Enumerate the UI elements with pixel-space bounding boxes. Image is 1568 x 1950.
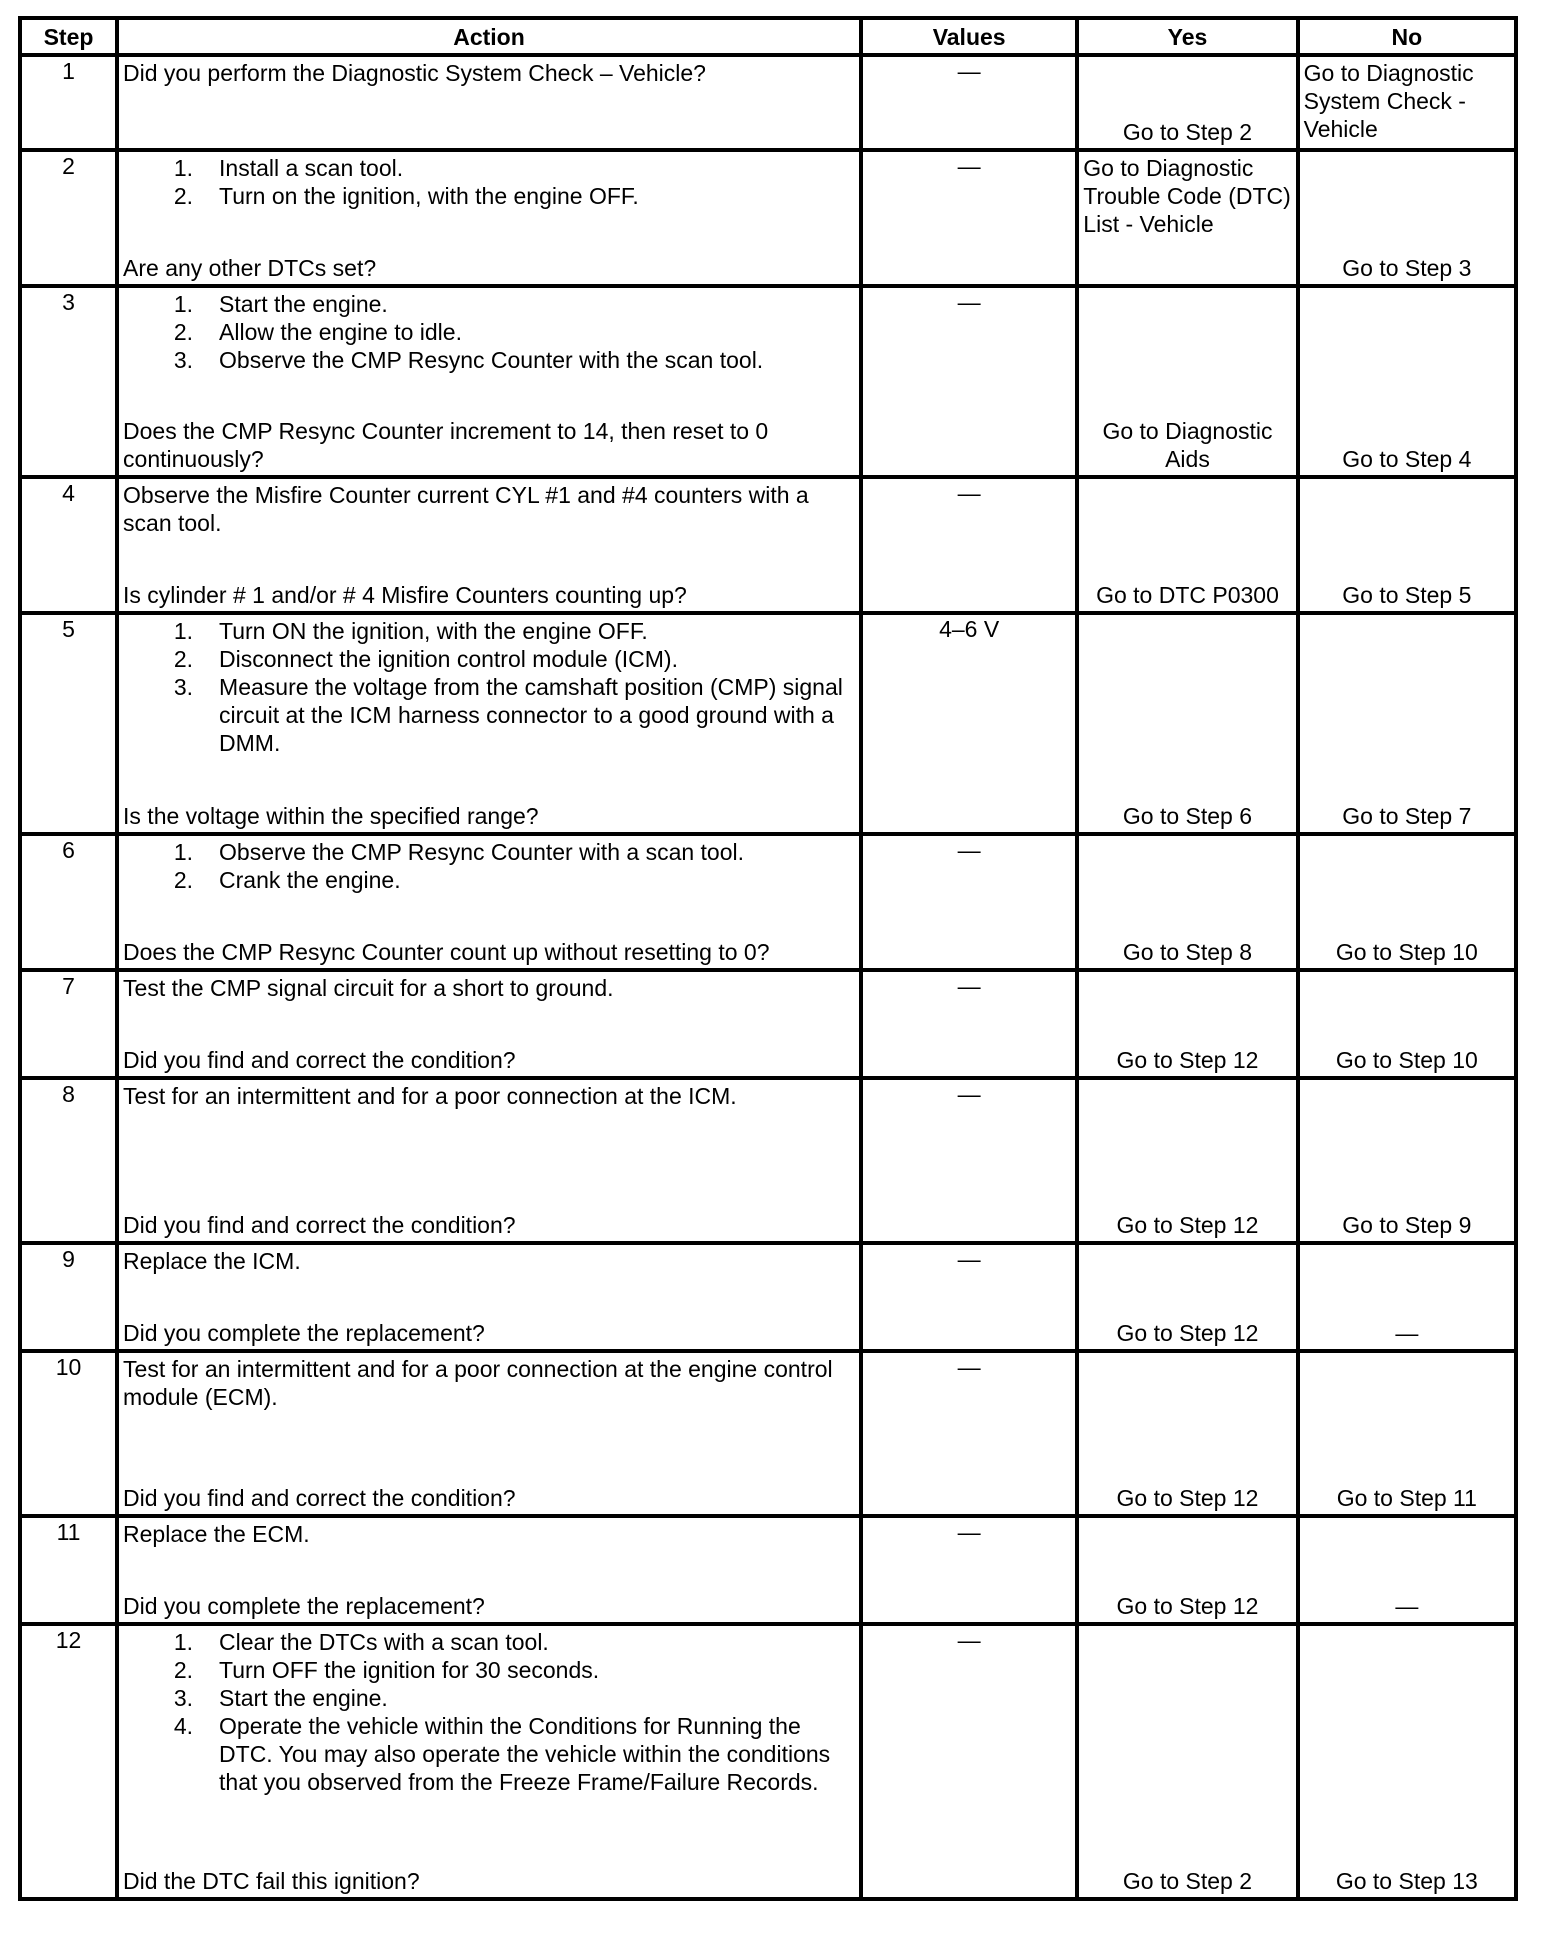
list-item-number: 2. (173, 867, 194, 893)
values-cell: — (861, 1351, 1077, 1516)
no-outcome: Go to Step 3 (1342, 255, 1472, 281)
table-row (20, 477, 1516, 613)
diagnostic-table (18, 16, 1518, 1901)
no-cell (1298, 286, 1516, 477)
action-question: Did you perform the Diagnostic System Check – Vehicle? (123, 60, 706, 86)
yes-cell (1077, 477, 1297, 613)
list-item (123, 617, 853, 645)
list-item-text: Observe the CMP Resync Counter with the scan tool. (219, 347, 764, 373)
action-cell (117, 1078, 861, 1243)
values-cell: — (861, 150, 1077, 286)
no-cell (1298, 477, 1516, 613)
no-outcome: Go to Step 11 (1336, 1485, 1477, 1511)
no-cell (1298, 1243, 1516, 1351)
action-question: Did you find and correct the condition? (123, 1485, 516, 1511)
no-cell (1298, 1351, 1516, 1516)
values-cell: — (861, 286, 1077, 477)
action-intro: Test for an intermittent and for a poor connection at the ICM. (123, 1083, 737, 1109)
list-item-text: Start the engine. (219, 1685, 388, 1711)
values-cell: — (861, 1078, 1077, 1243)
step-number: 6 (20, 834, 117, 970)
list-item-text: Turn ON the ignition, with the engine OFF. (219, 618, 648, 644)
action-question: Does the CMP Resync Counter increment to 14, then reset to 0 continuously? (123, 418, 769, 472)
step-number: 2 (20, 150, 117, 286)
action-cell (117, 1351, 861, 1516)
yes-cell (1077, 55, 1297, 150)
action-instructions (123, 481, 853, 537)
list-item-text: Clear the DTCs with a scan tool. (219, 1629, 549, 1655)
step-number: 12 (20, 1624, 117, 1899)
action-list (123, 838, 853, 894)
list-item-number: 2. (173, 646, 194, 672)
action-instructions (123, 617, 853, 757)
action-instructions (123, 1628, 853, 1796)
table-row (20, 970, 1516, 1078)
no-outcome: Go to Step 9 (1342, 1212, 1472, 1238)
list-item-number: 3. (173, 1685, 194, 1711)
step-number: 3 (20, 286, 117, 477)
action-instructions (123, 1247, 853, 1275)
list-item-number: 2. (173, 183, 194, 209)
list-item (123, 645, 853, 673)
list-item (123, 154, 853, 182)
list-item (123, 1712, 853, 1796)
yes-outcome: Go to Diagnostic Trouble Code (DTC) List - Vehicle (1083, 155, 1291, 237)
no-cell (1298, 55, 1516, 150)
list-item (123, 866, 853, 894)
yes-outcome: Go to Step 6 (1122, 803, 1253, 829)
no-outcome: Go to Step 5 (1342, 582, 1472, 608)
no-outcome: Go to Step 7 (1342, 803, 1472, 829)
list-item-number: 4. (173, 1713, 194, 1739)
list-item-text: Observe the CMP Resync Counter with a scan tool. (219, 839, 745, 865)
list-item (123, 1628, 853, 1656)
action-cell (117, 613, 861, 834)
values-cell: — (861, 477, 1077, 613)
yes-outcome: Go to Step 12 (1116, 1485, 1259, 1511)
action-cell (117, 834, 861, 970)
action-list (123, 290, 853, 374)
list-item (123, 318, 853, 346)
list-item-number: 2. (173, 319, 194, 345)
action-intro: Replace the ICM. (123, 1248, 301, 1274)
table-row (20, 1351, 1516, 1516)
action-instructions (123, 154, 853, 210)
action-question: Is the voltage within the specified range? (123, 803, 539, 829)
action-intro: Test for an intermittent and for a poor connection at the engine control module (ECM). (123, 1356, 833, 1410)
step-number: 9 (20, 1243, 117, 1351)
list-item-text: Operate the vehicle within the Conditions for Running the DTC. You may also operate the vehicle within the conditions that you observed from the Freeze Frame/Failure Records. (219, 1713, 831, 1795)
action-question: Did you find and correct the condition? (123, 1212, 516, 1238)
yes-outcome: Go to Step 12 (1116, 1212, 1259, 1238)
action-list (123, 617, 853, 757)
no-cell (1298, 150, 1516, 286)
values-cell: — (861, 55, 1077, 150)
action-list (123, 154, 853, 210)
action-question: Is cylinder # 1 and/or # 4 Misfire Counters counting up? (123, 582, 687, 608)
list-item (123, 182, 853, 210)
yes-outcome: Go to Step 12 (1116, 1593, 1259, 1619)
no-cell (1298, 613, 1516, 834)
list-item-text: Disconnect the ignition control module (ICM). (219, 646, 678, 672)
step-number: 11 (20, 1516, 117, 1624)
action-cell (117, 150, 861, 286)
list-item (123, 673, 853, 757)
yes-cell (1077, 970, 1297, 1078)
list-item (123, 290, 853, 318)
values-cell: — (861, 1516, 1077, 1624)
step-number: 5 (20, 613, 117, 834)
action-instructions (123, 1355, 853, 1411)
action-cell (117, 1624, 861, 1899)
yes-cell (1077, 1243, 1297, 1351)
yes-cell (1077, 834, 1297, 970)
list-item-number: 1. (173, 1629, 194, 1655)
list-item-number: 1. (173, 291, 194, 317)
action-question: Did the DTC fail this ignition? (123, 1868, 420, 1894)
action-cell (117, 1243, 861, 1351)
action-intro: Replace the ECM. (123, 1521, 310, 1547)
list-item (123, 1684, 853, 1712)
action-question: Does the CMP Resync Counter count up without resetting to 0? (123, 939, 770, 965)
no-cell (1298, 834, 1516, 970)
no-cell (1298, 1516, 1516, 1624)
no-outcome: Go to Step 10 (1335, 1047, 1478, 1073)
list-item (123, 838, 853, 866)
action-question: Did you find and correct the condition? (123, 1047, 516, 1073)
yes-cell (1077, 1078, 1297, 1243)
list-item-text: Crank the engine. (219, 867, 401, 893)
list-item-text: Measure the voltage from the camshaft position (CMP) signal circuit at the ICM harness connector to a good ground with a DMM. (219, 674, 843, 756)
yes-outcome: Go to Step 8 (1122, 939, 1253, 965)
header-row (20, 18, 1516, 55)
values-cell: — (861, 1243, 1077, 1351)
no-cell (1298, 970, 1516, 1078)
table-row (20, 1624, 1516, 1899)
list-item-number: 1. (173, 155, 194, 181)
action-instructions (123, 974, 853, 1002)
header-yes: Yes (1077, 18, 1297, 55)
table-row (20, 55, 1516, 150)
action-instructions (123, 1520, 853, 1548)
list-item-text: Start the engine. (219, 291, 388, 317)
action-cell (117, 55, 861, 150)
header-no: No (1298, 18, 1516, 55)
step-number: 4 (20, 477, 117, 613)
header-action: Action (117, 18, 861, 55)
list-item-number: 3. (173, 347, 194, 373)
list-item-number: 1. (173, 839, 194, 865)
action-cell (117, 477, 861, 613)
step-number: 10 (20, 1351, 117, 1516)
values-cell: — (861, 1624, 1077, 1899)
yes-outcome: Go to Step 12 (1116, 1320, 1259, 1346)
table-body (20, 55, 1516, 1899)
table-row (20, 150, 1516, 286)
table-row (20, 1078, 1516, 1243)
action-cell (117, 286, 861, 477)
no-outcome: Go to Step 4 (1342, 446, 1472, 472)
no-outcome: Go to Step 13 (1335, 1868, 1478, 1894)
no-outcome: — (1395, 1593, 1419, 1619)
table-row (20, 613, 1516, 834)
yes-cell (1077, 1624, 1297, 1899)
list-item-text: Allow the engine to idle. (219, 319, 462, 345)
header-step: Step (20, 18, 117, 55)
table-row (20, 1243, 1516, 1351)
list-item-number: 1. (173, 618, 194, 644)
action-question: Did you complete the replacement? (123, 1320, 485, 1346)
yes-outcome: Go to Diagnostic Aids (1102, 418, 1273, 472)
table-row (20, 834, 1516, 970)
values-cell: — (861, 970, 1077, 1078)
yes-cell (1077, 150, 1297, 286)
yes-cell (1077, 613, 1297, 834)
action-instructions (123, 838, 853, 894)
action-instructions (123, 290, 853, 374)
step-number: 7 (20, 970, 117, 1078)
action-cell (117, 970, 861, 1078)
list-item-text: Turn on the ignition, with the engine OFF. (219, 183, 639, 209)
list-item-text: Turn OFF the ignition for 30 seconds. (219, 1657, 600, 1683)
values-cell: 4–6 V (861, 613, 1077, 834)
list-item-text: Install a scan tool. (219, 155, 404, 181)
no-outcome: Go to Step 10 (1335, 939, 1478, 965)
yes-outcome: Go to Step 2 (1122, 119, 1253, 145)
action-question: Are any other DTCs set? (123, 255, 377, 281)
list-item (123, 1656, 853, 1684)
list-item-number: 3. (173, 674, 194, 700)
action-cell (117, 1516, 861, 1624)
list-item (123, 346, 853, 374)
action-question: Did you complete the replacement? (123, 1593, 485, 1619)
action-intro: Observe the Misfire Counter current CYL #1 and #4 counters with a scan tool. (123, 482, 809, 536)
yes-outcome: Go to DTC P0300 (1096, 582, 1279, 608)
yes-outcome: Go to Step 2 (1122, 1868, 1253, 1894)
yes-cell (1077, 286, 1297, 477)
no-cell (1298, 1624, 1516, 1899)
yes-cell (1077, 1351, 1297, 1516)
step-number: 8 (20, 1078, 117, 1243)
list-item-number: 2. (173, 1657, 194, 1683)
action-instructions (123, 1082, 853, 1110)
yes-outcome: Go to Step 12 (1116, 1047, 1259, 1073)
no-outcome: — (1395, 1320, 1419, 1346)
step-number: 1 (20, 55, 117, 150)
action-intro: Test the CMP signal circuit for a short to ground. (123, 975, 614, 1001)
no-cell (1298, 1078, 1516, 1243)
values-cell: — (861, 834, 1077, 970)
header-values: Values (861, 18, 1077, 55)
action-list (123, 1628, 853, 1796)
table-row (20, 286, 1516, 477)
table-row (20, 1516, 1516, 1624)
yes-cell (1077, 1516, 1297, 1624)
no-outcome: Go to Diagnostic System Check - Vehicle (1303, 60, 1474, 142)
